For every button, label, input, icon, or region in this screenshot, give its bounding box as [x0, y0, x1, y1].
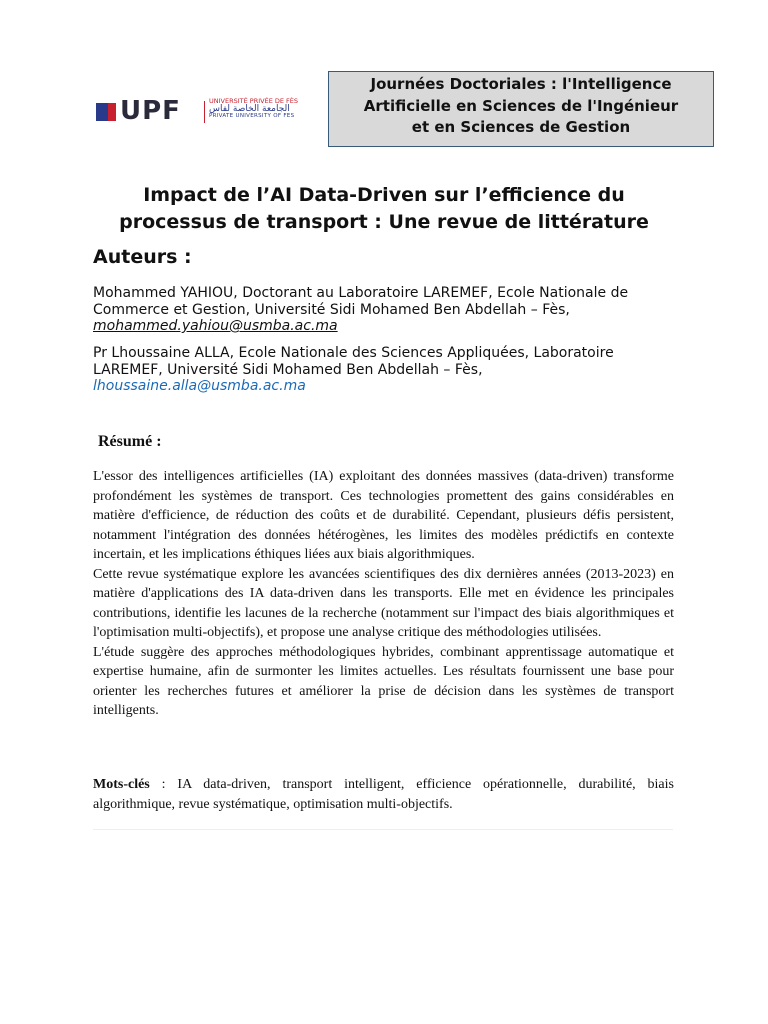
author-1-affiliation: Mohammed YAHIOU, Doctorant au Laboratoire LAREMEF, Ecole Nationale de Commerce et Gestion, Université Sidi Mohamed Ben Abdellah – Fès,	[93, 285, 629, 318]
paper-title-line-2: processus de transport : Une revue de littérature	[119, 211, 649, 233]
abstract-heading: Résumé :	[98, 433, 162, 450]
abstract-paragraph-2: Cette revue systématique explore les avancées scientifiques des dix dernières années (2013-2023) en matière d'applications des IA data-driven dans les transports. Elle met en évidence les principales contributions, identifie les lacunes de la recherche (notamment sur l'impact des biais algorithmiques et l'optimisation multi-objectifs), et propose une analyse critique des méthodologies utilisées.	[93, 566, 674, 640]
keywords	[93, 775, 674, 814]
logo-subtitle	[209, 98, 311, 120]
abstract-paragraph-1: L'essor des intelligences artificielles (IA) exploitant des données massives (data-driven) transforme profondément les systèmes de transport. Ces technologies promettent des gains considérables en matière d'efficience, de réduction des coûts et de durabilité. Cependant, plusieurs défis persistent, notamment l'intégration des données hétérogènes, les limites des modèles prédictifs en contexte incertain, et les implications éthiques liées aux biais algorithmiques.	[93, 469, 674, 562]
event-line-3: et en Sciences de Gestion	[411, 118, 631, 136]
logo-subtitle-en: PRIVATE UNIVERSITY OF FES	[209, 113, 295, 120]
paper-title-line-1: Impact de l’AI Data-Driven sur l’efficience du	[143, 184, 625, 206]
author-1-email[interactable]: mohammed.yahiou@usmba.ac.ma	[93, 318, 338, 334]
keywords-list: : IA data-driven, transport intelligent, efficience opérationnelle, durabilité, biais algorithmique, revue systématique, optimisation multi-objectifs.	[93, 777, 674, 812]
logo-divider	[204, 101, 205, 123]
logo-subtitle-fr: UNIVERSITÉ PRIVÉE DE FÈS	[209, 97, 299, 105]
author-2	[93, 345, 683, 395]
authors-heading: Auteurs :	[93, 246, 192, 268]
section-divider	[93, 829, 673, 830]
author-2-email[interactable]: lhoussaine.alla@usmba.ac.ma	[93, 378, 306, 394]
event-banner	[328, 71, 714, 147]
abstract-body	[93, 467, 674, 721]
logo-name: UPF	[120, 96, 181, 126]
author-1	[93, 285, 683, 335]
logo-subtitle-ar: الجامعة الخاصة لفاس	[209, 103, 290, 114]
event-line-1: Journées Doctoriales : l'Intelligence	[370, 75, 672, 93]
event-line-2: Artificielle en Sciences de l'Ingénieur	[363, 96, 679, 115]
author-2-affiliation: Pr Lhoussaine ALLA, Ecole Nationale des Sciences Appliquées, Laboratoire LAREMEF, Université Sidi Mohamed Ben Abdellah – Fès,	[93, 345, 614, 378]
university-logo	[96, 98, 311, 128]
keywords-label: Mots-clés	[93, 777, 150, 792]
abstract-paragraph-3: L'étude suggère des approches méthodologiques hybrides, combinant apprentissage automatique et expertise humaine, afin de surmonter les limites actuelles. Les résultats fournissent une base pour orienter les recherches futures et améliorer la prise de décision dans les systèmes de transport intelligents.	[93, 644, 674, 718]
paper-title	[90, 182, 678, 236]
logo-mark-icon	[96, 101, 118, 123]
